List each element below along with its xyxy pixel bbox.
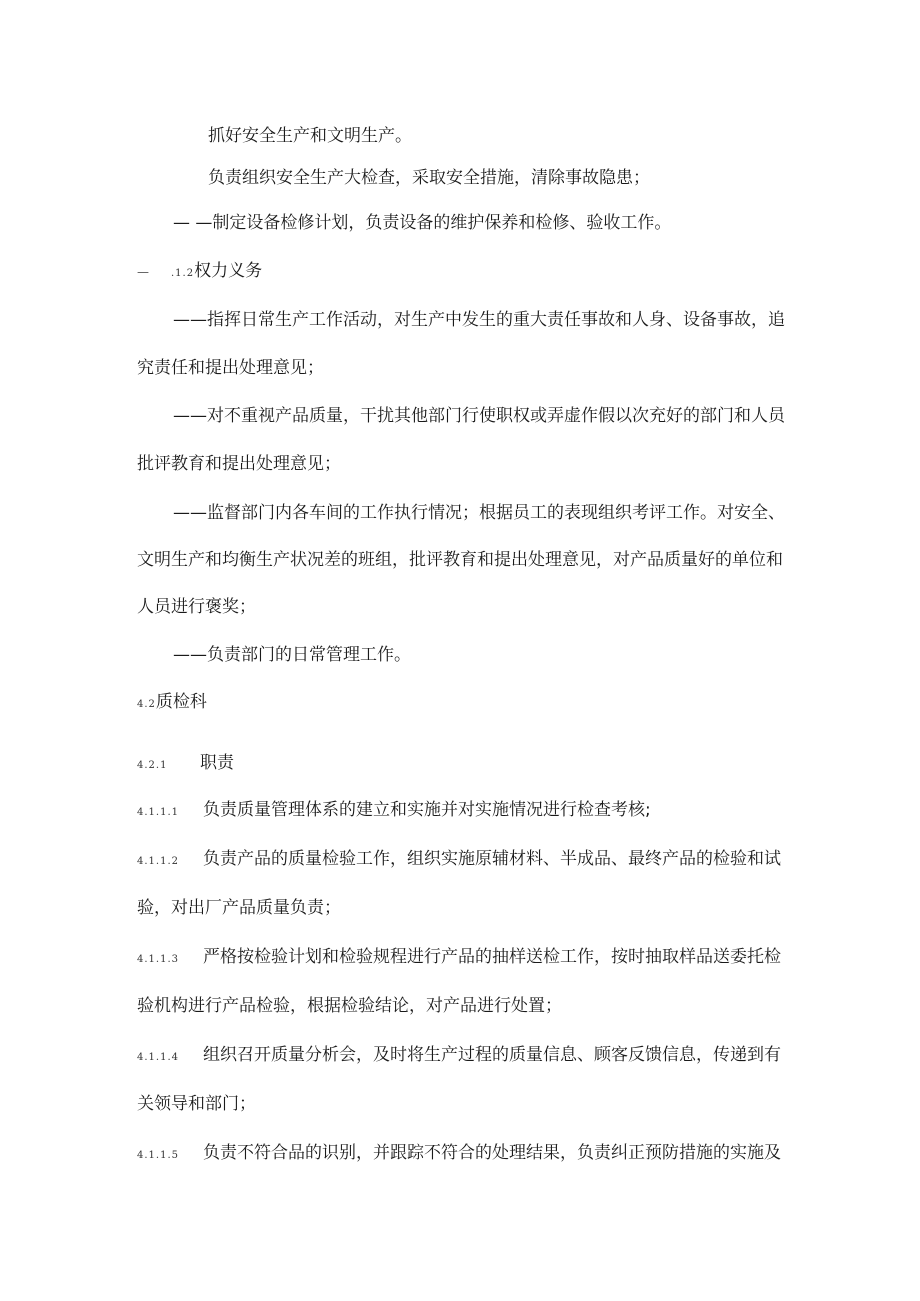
text-line: 关领导和部门； [137, 1094, 256, 1114]
item-text: 严格按检验计划和检验规程进行产品的抽样送检工作，按时抽取样品送委托检 [203, 947, 781, 967]
text-line: 文明生产和均衡生产状况差的班组，批评教育和提出处理意见，对产品质量好的单位和 [137, 550, 783, 570]
item-number: 4.1.1.5 [137, 1150, 179, 1161]
text-line: ——监督部门内各车间的工作执行情况；根据员工的表现组织考评工作。对安全、 [173, 503, 785, 523]
item-number: 4.1.1.2 [137, 856, 179, 867]
heading-dash: — [137, 265, 149, 279]
text-line: 批评教育和提出处理意见； [137, 454, 341, 474]
text-line: ——对不重视产品质量，干扰其他部门行使职权或弄虚作假以次充好的部门和人员 [173, 406, 785, 426]
list-item [137, 847, 781, 874]
section-title: 质检科 [155, 692, 207, 712]
item-text: 负责不符合品的识别，并跟踪不符合的处理结果，负责纠正预防措施的实施及 [203, 1143, 781, 1163]
item-text: 负责产品的质量检验工作，组织实施原辅材料、半成品、最终产品的检验和试 [203, 849, 781, 869]
section-number: 4.2 [137, 699, 156, 710]
text-line: 究责任和提出处理意见； [137, 358, 324, 378]
text-line: ——指挥日常生产工作活动，对生产中发生的重大责任事故和人身、设备事故，追 [173, 310, 785, 330]
text-line: — —制定设备检修计划，负责设备的维护保养和检修、验收工作。 [173, 213, 672, 233]
text-line: ——负责部门的日常管理工作。 [173, 645, 411, 665]
text-line: 负责组织安全生产大检查，采取安全措施，清除事故隐患； [208, 168, 650, 188]
list-item [137, 1141, 781, 1168]
text-line: 验机构进行产品检验，根据检验结论，对产品进行处置； [137, 996, 562, 1016]
section-heading-4-2-1 [137, 751, 234, 778]
section-number: .1.2 [171, 268, 195, 279]
list-item [137, 798, 651, 825]
item-number: 4.1.1.1 [137, 807, 179, 818]
text-line: 验，对出厂产品质量负责； [137, 898, 341, 918]
item-text: 负责质量管理体系的建立和实施并对实施情况进行检查考核; [203, 800, 651, 820]
item-text: 组织召开质量分析会，及时将生产过程的质量信息、顾客反馈信息，传递到有 [203, 1045, 781, 1065]
text-line: 人员进行褒奖； [137, 597, 256, 617]
item-number: 4.1.1.3 [137, 954, 179, 965]
list-item [137, 1043, 781, 1070]
section-number: 4.2.1 [137, 760, 168, 771]
list-item [137, 945, 781, 972]
section-heading-4-2 [137, 690, 207, 717]
item-number: 4.1.1.4 [137, 1052, 179, 1063]
section-title: 职责 [200, 753, 234, 773]
section-title: 权力义务 [194, 261, 263, 281]
text-line: 抓好安全生产和文明生产。 [208, 126, 412, 146]
section-heading-4-1-2 [137, 259, 262, 286]
